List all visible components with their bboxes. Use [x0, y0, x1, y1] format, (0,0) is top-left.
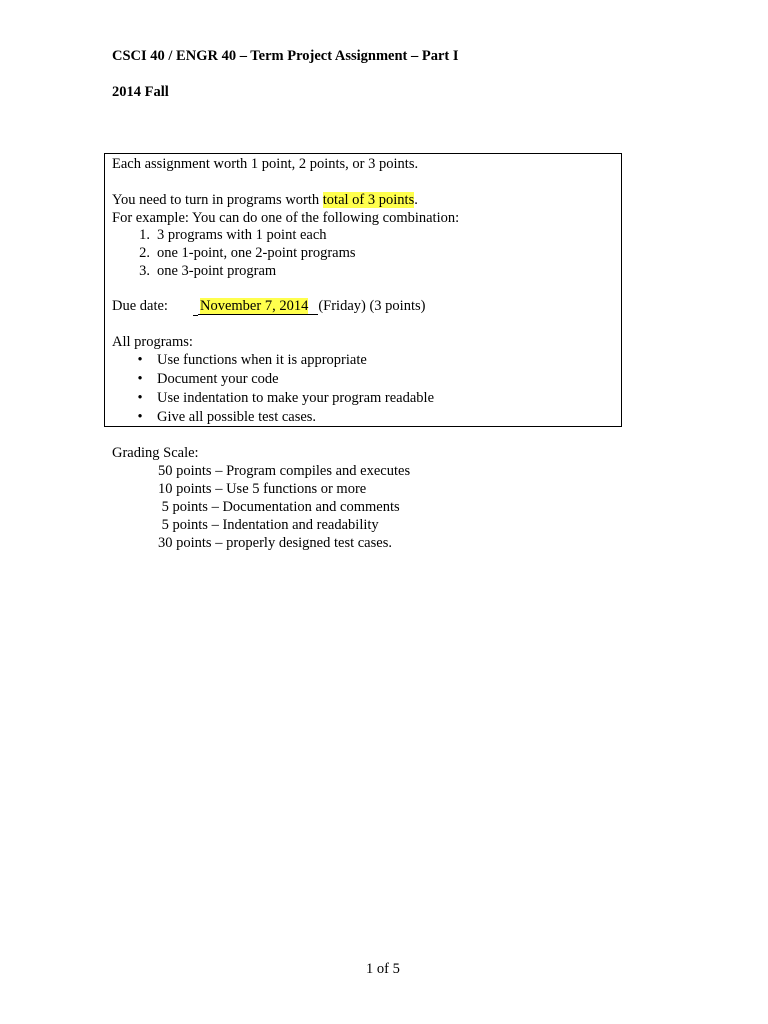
combination-item [128, 244, 356, 262]
turn-in-suffix: . [414, 192, 418, 208]
requirement-text: Document your code [157, 371, 279, 387]
total-points-highlight: total of 3 points [322, 192, 415, 208]
combination-text: one 3-point program [157, 263, 277, 279]
grading-item: 5 points – Documentation and comments [158, 499, 400, 515]
turn-in-text [112, 191, 418, 209]
grading-item: 10 points – Use 5 functions or more [158, 481, 367, 497]
example-text: For example: You can do one of the following combination: [112, 210, 460, 226]
due-date-label: Due date: [112, 298, 168, 314]
requirement-item [128, 408, 316, 426]
requirement-text: Use indentation to make your program readable [157, 390, 435, 406]
page-number: 1 of 5 [366, 961, 400, 977]
grading-item: 50 points – Program compiles and executes [158, 463, 411, 479]
combination-number: 2. [139, 245, 150, 261]
combination-number: 1. [139, 227, 150, 243]
due-date-line [193, 297, 425, 316]
grading-item: 5 points – Indentation and readability [158, 517, 379, 533]
requirement-item [128, 351, 367, 369]
bullet-icon: • [137, 371, 143, 387]
due-date-highlight: November 7, 2014 [200, 298, 309, 314]
requirement-item [128, 370, 279, 388]
combination-text: 3 programs with 1 point each [157, 227, 327, 243]
document-title: CSCI 40 / ENGR 40 – Term Project Assignment – Part I [112, 48, 459, 64]
requirement-text: Use functions when it is appropriate [157, 352, 367, 368]
requirement-item [128, 389, 434, 407]
combination-number: 3. [139, 263, 150, 279]
combination-item [128, 262, 276, 280]
due-date-value [198, 298, 318, 315]
turn-in-prefix: You need to turn in programs worth [112, 192, 323, 208]
requirement-text: Give all possible test cases. [157, 409, 317, 425]
combination-item [128, 226, 327, 244]
bullet-icon: • [137, 390, 143, 406]
bullet-icon: • [137, 352, 143, 368]
bullet-icon: • [137, 409, 143, 425]
all-programs-label: All programs: [112, 334, 193, 350]
grading-item: 30 points – properly designed test cases. [158, 535, 392, 551]
combination-text: one 1-point, one 2-point programs [157, 245, 356, 261]
grading-scale-title: Grading Scale: [112, 445, 199, 461]
intro-text: Each assignment worth 1 point, 2 points, or 3 points. [112, 156, 419, 172]
term-label: 2014 Fall [112, 84, 169, 100]
due-date-suffix: (Friday) (3 points) [318, 298, 426, 314]
